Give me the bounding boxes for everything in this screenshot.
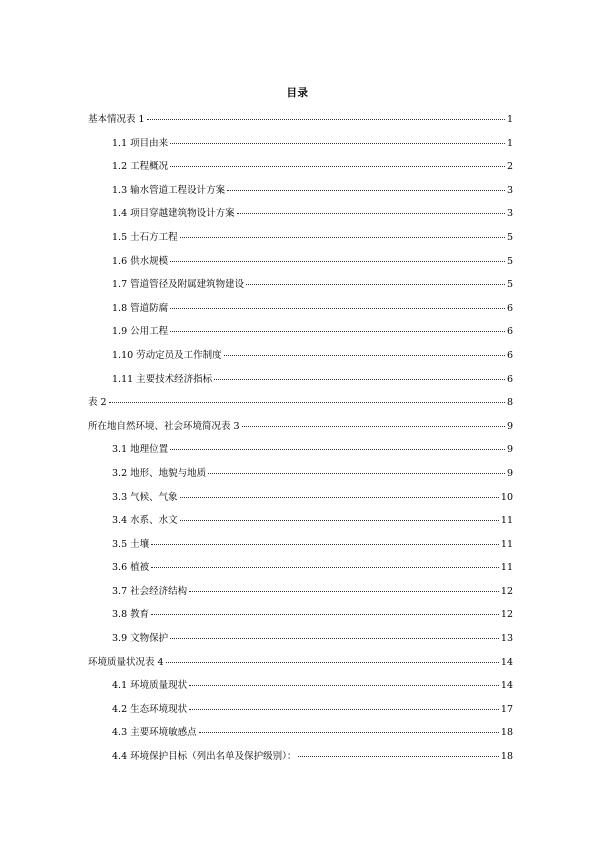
toc-entry-title: 1.10 劳动定员及工作制度 [112,349,222,361]
toc-entry[interactable] [88,653,513,677]
toc-page-number: 9 [506,467,513,479]
toc-entry[interactable] [88,370,513,394]
toc-page-number: 6 [506,326,513,338]
toc-entry-title: 1.2 工程概况 [112,161,169,173]
toc-dot-leader [166,653,499,665]
toc-page-number: 6 [506,302,513,314]
toc-entry-title: 3.9 文物保护 [112,633,169,645]
toc-entry-title: 1.1 项目由来 [112,137,169,149]
toc-dot-leader [237,204,505,216]
toc-page-number: 3 [506,208,513,220]
toc-entry[interactable] [88,322,513,346]
toc-dot-leader [170,322,505,334]
toc-entry[interactable] [88,275,513,299]
toc-entry[interactable] [88,488,513,512]
toc-entry[interactable] [88,393,513,417]
toc-page-number: 2 [506,161,513,173]
toc-dot-leader [242,417,505,429]
toc-dot-leader [189,700,499,712]
toc-entry[interactable] [88,700,513,724]
toc-entry-title: 1.3 输水管道工程设计方案 [112,184,226,196]
toc-dot-leader [180,488,499,500]
toc-entry[interactable] [88,204,513,228]
toc-entry-title: 4.1 环境质量现状 [112,680,188,692]
toc-entry[interactable] [88,464,513,488]
toc-entry[interactable] [88,134,513,158]
toc-page-number: 18 [500,727,513,739]
toc-entry[interactable] [88,605,513,629]
toc-dot-leader [151,558,499,570]
toc-page-number: 5 [506,255,513,267]
toc-page-number: 1 [506,114,513,125]
toc-dot-leader [214,370,505,382]
toc-dot-leader [189,582,499,594]
toc-entry[interactable] [88,723,513,747]
toc-dot-leader [170,252,505,264]
toc-page-number: 9 [506,420,513,432]
toc-page-number: 3 [506,184,513,196]
toc-dot-leader [170,629,499,641]
toc-entry[interactable] [88,346,513,370]
toc-page-number: 13 [500,633,513,645]
toc-dot-leader [298,747,499,759]
toc-dot-leader [180,228,505,240]
toc-entry-title: 3.1 地理位置 [112,444,169,456]
toc-dot-leader [246,275,505,287]
toc-page-number: 5 [506,279,513,291]
toc-entry-title: 4.2 生态环境现状 [112,703,188,715]
toc-page-number: 10 [500,491,513,503]
toc-entry-title: 3.7 社会经济结构 [112,585,188,597]
toc-entry-title: 3.6 植被 [112,562,150,574]
toc-entry-title: 4.3 主要环境敏感点 [112,727,197,739]
toc-page-number: 12 [500,585,513,597]
toc-dot-leader [151,605,499,617]
toc-dot-leader [189,676,499,688]
toc-page-number: 6 [506,373,513,385]
toc-entry[interactable] [88,747,513,771]
toc-entry-title: 环境质量状况表 4 [88,656,164,668]
toc-entry[interactable] [88,181,513,205]
toc-page-number: 14 [500,680,513,692]
toc-dot-leader [151,535,499,547]
toc-entry[interactable] [88,299,513,323]
toc-entry-title: 4.4 环境保护目标（列出名单及保护级别）： [112,751,297,763]
toc-entry-title: 1.6 供水规模 [112,255,169,267]
toc-dot-leader [170,299,505,311]
toc-title: 目录 [286,87,309,99]
table-of-contents [88,110,513,771]
toc-entry[interactable] [88,110,513,134]
toc-page-number: 5 [506,231,513,243]
toc-page-number: 9 [506,444,513,456]
toc-page-number: 11 [500,562,513,574]
toc-page-number: 12 [500,609,513,621]
toc-dot-leader [180,511,499,523]
toc-entry[interactable] [88,228,513,252]
toc-dot-leader [170,134,505,146]
toc-dot-leader [170,157,505,169]
toc-page-number: 6 [506,349,513,361]
toc-entry-title: 1.5 土石方工程 [112,231,178,243]
toc-entry[interactable] [88,558,513,582]
toc-entry[interactable] [88,676,513,700]
toc-entry[interactable] [88,417,513,441]
toc-dot-leader [224,346,505,358]
toc-entry-title: 1.7 管道管径及附属建筑物建设 [112,279,245,291]
toc-entry-title: 1.9 公用工程 [112,326,169,338]
toc-page-number: 1 [506,137,513,149]
toc-page-number: 8 [506,397,513,409]
toc-page-number: 18 [500,751,513,763]
toc-dot-leader [227,181,505,193]
toc-dot-leader [170,440,505,452]
toc-dot-leader [109,393,505,405]
toc-entry-title: 基本情况表 1 [88,114,145,125]
toc-entry-title: 1.4 项目穿越建筑物设计方案 [112,208,235,220]
toc-dot-leader [147,110,505,122]
toc-entry-title: 3.4 水系、水文 [112,515,178,527]
toc-entry-title: 1.8 管道防腐 [112,302,169,314]
toc-entry[interactable] [88,252,513,276]
toc-dot-leader [199,723,499,735]
toc-page-number: 11 [500,538,513,550]
toc-entry-title: 所在地自然环境、社会环境简况表 3 [88,420,240,432]
toc-page-number: 14 [500,656,513,668]
toc-entry-title: 3.5 土壤 [112,538,150,550]
toc-entry-title: 3.8 教育 [112,609,150,621]
toc-entry-title: 1.11 主要技术经济指标 [112,373,213,385]
toc-entry-title: 表 2 [88,397,107,409]
toc-entry-title: 3.2 地形、地貌与地质 [112,467,207,479]
toc-entry[interactable] [88,440,513,464]
toc-entry[interactable] [88,157,513,181]
toc-page-number: 11 [500,515,513,527]
toc-entry[interactable] [88,629,513,653]
toc-entry[interactable] [88,582,513,606]
toc-page-number: 17 [500,703,513,715]
toc-entry[interactable] [88,511,513,535]
toc-entry-title: 3.3 气候、气象 [112,491,178,503]
toc-entry[interactable] [88,535,513,559]
toc-dot-leader [208,464,505,476]
